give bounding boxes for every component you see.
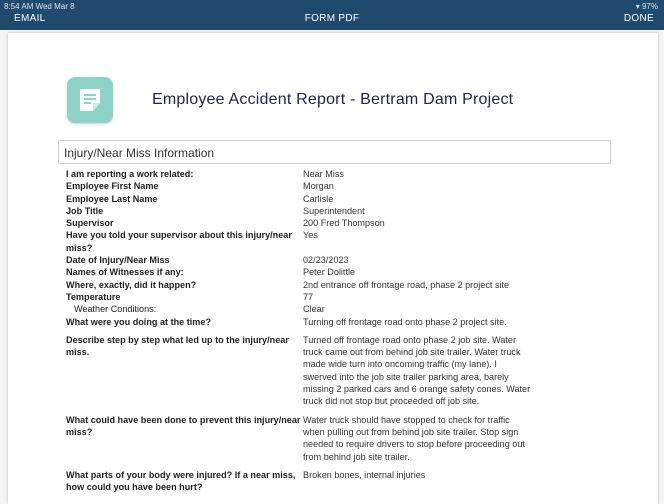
table-row bbox=[8, 217, 658, 229]
document-icon bbox=[78, 87, 102, 113]
answer-value: Near Miss bbox=[303, 169, 344, 179]
table-row bbox=[8, 334, 658, 408]
answer-value: 02/23/2023 bbox=[303, 255, 349, 266]
table-row bbox=[8, 279, 658, 291]
top-toolbar bbox=[0, 0, 664, 30]
email-button[interactable]: EMAIL bbox=[14, 13, 46, 24]
section-title: Injury/Near Miss Information bbox=[64, 146, 215, 160]
question-label: What could have been done to prevent this injury/near miss? bbox=[66, 414, 301, 437]
table-row bbox=[8, 291, 658, 303]
done-button[interactable]: DONE bbox=[623, 13, 654, 24]
question-label: Date of Injury/Near Miss bbox=[66, 255, 170, 266]
table-row bbox=[8, 316, 658, 328]
table-row bbox=[8, 180, 658, 192]
question-label: Job Title bbox=[66, 205, 104, 216]
answer-value: Peter Dolittle bbox=[303, 267, 356, 278]
question-label: Temperature bbox=[66, 291, 121, 302]
toolbar-title: FORM PDF bbox=[304, 13, 360, 24]
table-row bbox=[8, 266, 658, 278]
table-row bbox=[8, 205, 658, 217]
answer-value: Morgan bbox=[303, 181, 334, 192]
answer-value: 77 bbox=[303, 291, 314, 302]
table-row bbox=[8, 303, 658, 315]
answer-value: Clear bbox=[303, 304, 325, 315]
question-label: Employee First Name bbox=[66, 181, 159, 192]
question-label: Weather Conditions: bbox=[74, 304, 157, 315]
form-rows bbox=[8, 168, 658, 493]
document-title: Employee Accident Report - Bertram Dam Project bbox=[152, 91, 514, 108]
table-row bbox=[8, 414, 658, 463]
answer-value: Superintendent bbox=[303, 205, 365, 216]
answer-value: 2nd entrance off frontage road, phase 2 project site bbox=[303, 279, 510, 290]
answer-value: Broken bones, internal injuries bbox=[303, 469, 426, 480]
battery-label: 97% bbox=[641, 2, 658, 11]
question-label: Describe step by step what led up to the injury/near miss. bbox=[66, 334, 289, 358]
form-logo bbox=[67, 77, 113, 123]
question-label: Have you told your supervisor about this injury/near miss? bbox=[66, 230, 292, 253]
section-header bbox=[58, 140, 611, 164]
question-label: What parts of your body were injured? If a near miss, how could you have been hurt? bbox=[66, 469, 296, 493]
table-row bbox=[8, 229, 658, 254]
question-label: I am reporting a work related: bbox=[66, 169, 194, 179]
answer-value: Yes bbox=[303, 230, 318, 241]
status-time: 8:54 AM Wed Mar 8 bbox=[4, 2, 75, 11]
answer-value: Turning off frontage road onto phase 2 project site. bbox=[303, 316, 507, 327]
answer-value: Turned off frontage road onto phase 2 job site. Water truck came out from behind job site trailer. Water truck made wide turn into oncoming traffic (my lane). I swerved into the job site trailer parking area, barely missing 2 parked cars and 6 orange safety cones. Water truck did not stop but proceeded off job site. bbox=[303, 334, 531, 407]
question-label: Supervisor bbox=[66, 218, 114, 229]
pdf-page bbox=[8, 33, 658, 504]
answer-value: Water truck should have stopped to check for traffic when pulling out from behind job site trailer. Stop sign needed to require drivers to stop before proceeding out from behind job site trailer. bbox=[303, 414, 525, 462]
question-label: Names of Witnesses if any: bbox=[66, 267, 184, 278]
answer-value: Carlisle bbox=[303, 193, 334, 204]
wifi-icon: ▾ bbox=[635, 2, 640, 11]
question-label: Employee Last Name bbox=[66, 193, 158, 204]
table-row bbox=[8, 193, 658, 205]
status-battery bbox=[636, 2, 658, 11]
table-row bbox=[8, 254, 658, 266]
table-row bbox=[8, 168, 658, 180]
question-label: Where, exactly, did it happen? bbox=[66, 279, 197, 290]
question-label: What were you doing at the time? bbox=[66, 316, 212, 327]
answer-value: 200 Fred Thompson bbox=[303, 218, 385, 229]
table-row bbox=[8, 469, 658, 494]
